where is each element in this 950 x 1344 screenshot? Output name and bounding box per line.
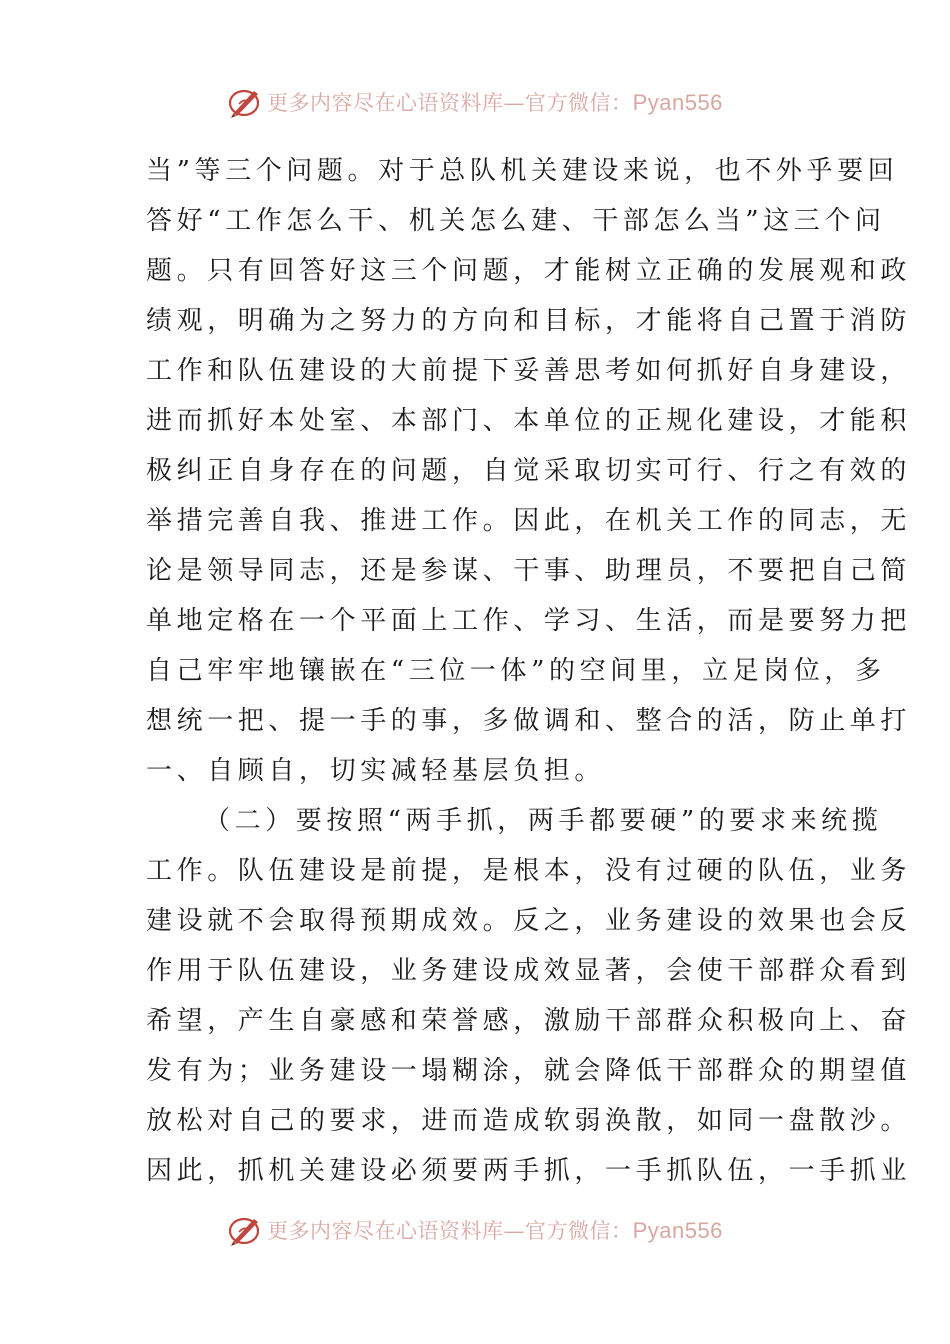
header-watermark-banner: [0, 80, 950, 124]
section-heading-line: （二）要按照“两手抓，两手都要硬”的要求来统揽: [204, 806, 883, 836]
body-line: 作用于队伍建设，业务建设成效显著，会使干部群众看到: [146, 956, 912, 986]
body-line: 因此，抓机关建设必须要两手抓，一手抓队伍，一手抓业: [146, 1156, 912, 1186]
body-line: 工作。队伍建设是前提，是根本，没有过硬的队伍，业务: [146, 856, 912, 886]
pen-logo-icon: [227, 1212, 263, 1248]
body-line: 放松对自己的要求，进而造成软弱涣散，如同一盘散沙。: [146, 1106, 912, 1136]
body-line: 建设就不会取得预期成效。反之，业务建设的效果也会反: [146, 906, 912, 936]
header-wechat-handle: Pyan556: [632, 90, 723, 115]
footer-watermark-banner: [0, 1208, 950, 1252]
body-line: 极纠正自身存在的问题，自觉采取切实可行、行之有效的: [146, 456, 912, 486]
body-line: 单地定格在一个平面上工作、学习、生活，而是要努力把: [146, 606, 912, 636]
body-line: 当”等三个问题。对于总队机关建设来说，也不外乎要回: [146, 156, 899, 186]
document-body: [146, 146, 912, 1196]
body-line: 一、自顾自，切实减轻基层负担。: [146, 756, 606, 786]
body-line: 想统一把、提一手的事，多做调和、整合的活，防止单打: [146, 706, 912, 736]
header-watermark-text: 更多内容尽在心语资料库—官方微信：Pyan556: [267, 90, 723, 115]
body-line: 题。只有回答好这三个问题，才能树立正确的发展观和政: [146, 256, 912, 286]
body-line: 工作和队伍建设的大前提下妥善思考如何抓好自身建设，: [146, 356, 912, 386]
body-line: 自己牢牢地镶嵌在“三位一体”的空间里，立足岗位，多: [146, 656, 886, 686]
body-line: 答好“工作怎么干、机关怎么建、干部怎么当”这三个问: [146, 206, 886, 236]
body-line: 绩观，明确为之努力的方向和目标，才能将自己置于消防: [146, 306, 912, 336]
body-line: 进而抓好本处室、本部门、本单位的正规化建设，才能积: [146, 406, 912, 436]
body-line: 论是领导同志，还是参谋、干事、助理员，不要把自己简: [146, 556, 912, 586]
body-line: 发有为；业务建设一塌糊涂，就会降低干部群众的期望值: [146, 1056, 912, 1086]
footer-watermark-text: 更多内容尽在心语资料库—官方微信：Pyan556: [267, 1218, 723, 1243]
footer-wechat-handle: Pyan556: [632, 1218, 723, 1243]
body-line: 希望，产生自豪感和荣誉感，激励干部群众积极向上、奋: [146, 1006, 912, 1036]
body-line: 举措完善自我、推进工作。因此，在机关工作的同志，无: [146, 506, 912, 536]
pen-logo-icon: [227, 84, 263, 120]
